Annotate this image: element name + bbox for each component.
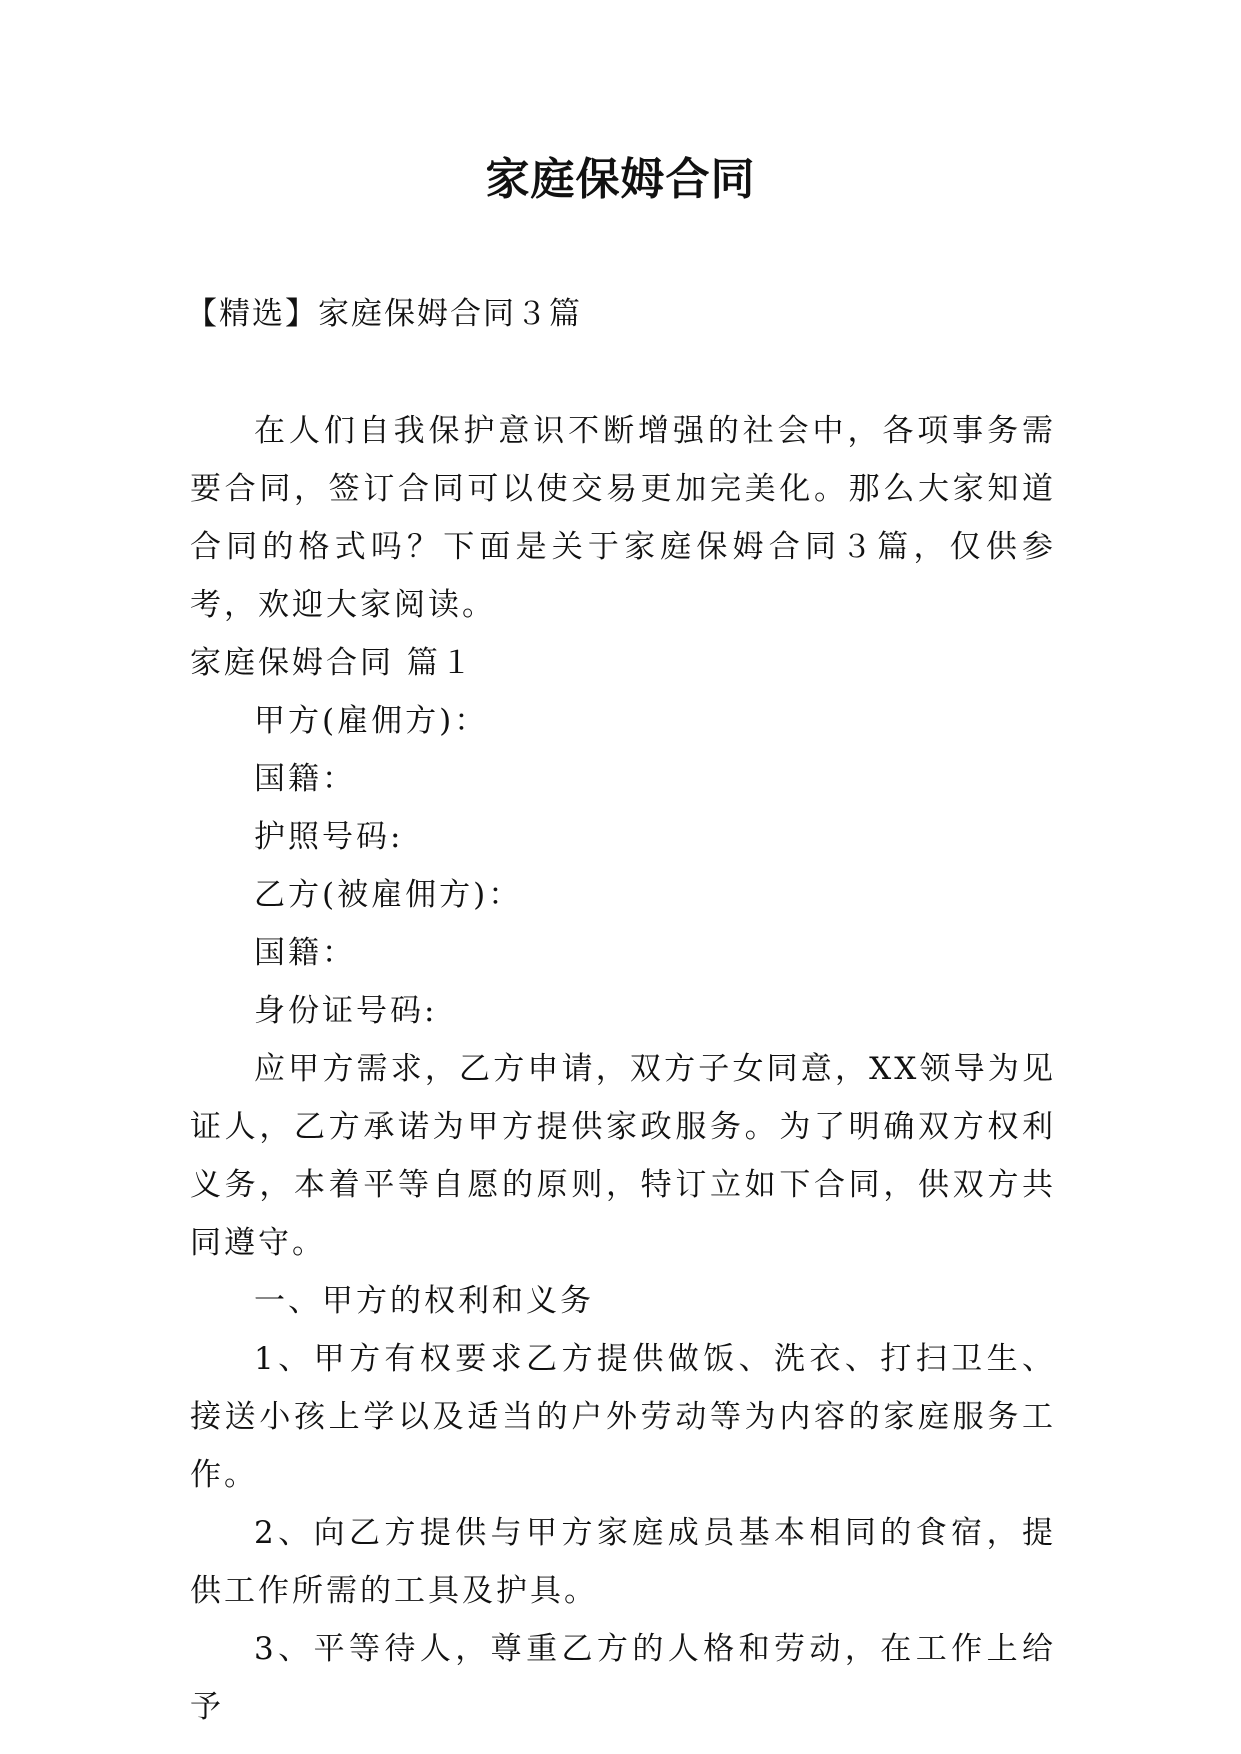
agreement-paragraph: 应甲方需求，乙方申请，双方子女同意，XX领导为见证人，乙方承诺为甲方提供家政服务。为了明确双方权利义务，本着平等自愿的原则，特订立如下合同，供双方共同遵守。 <box>190 1051 1056 1261</box>
document-body <box>190 402 1056 1736</box>
party-b-id-number: 身份证号码: <box>254 993 438 1029</box>
party-a-line: 甲方(雇佣方)： <box>254 703 489 739</box>
clause-item: 2、向乙方提供与甲方家庭成员基本相同的食宿，提供工作所需的工具及护具。 <box>190 1515 1056 1609</box>
clause-heading: 一、甲方的权利和义务 <box>254 1283 594 1319</box>
document-subtitle: 【精选】家庭保姆合同３篇 <box>186 296 582 332</box>
document-title: 家庭保姆合同 <box>485 154 756 205</box>
party-a-nationality: 国籍： <box>254 761 356 797</box>
party-b-line: 乙方(被雇佣方)： <box>254 877 523 913</box>
clause-item: 1、甲方有权要求乙方提供做饭、洗衣、打扫卫生、接送小孩上学以及适当的户外劳动等为内容的家庭服务工作。 <box>190 1341 1056 1493</box>
clause-item: 3、平等待人，尊重乙方的人格和劳动，在工作上给予 <box>190 1631 1056 1725</box>
party-b-nationality: 国籍： <box>254 935 356 971</box>
party-a-passport: 护照号码: <box>254 819 404 855</box>
intro-paragraph: 在人们自我保护意识不断增强的社会中，各项事务需要合同，签订合同可以使交易更加完美化。那么大家知道合同的格式吗？下面是关于家庭保姆合同３篇，仅供参考，欢迎大家阅读。 <box>190 413 1056 623</box>
section-heading: 家庭保姆合同 篇１ <box>190 645 475 681</box>
